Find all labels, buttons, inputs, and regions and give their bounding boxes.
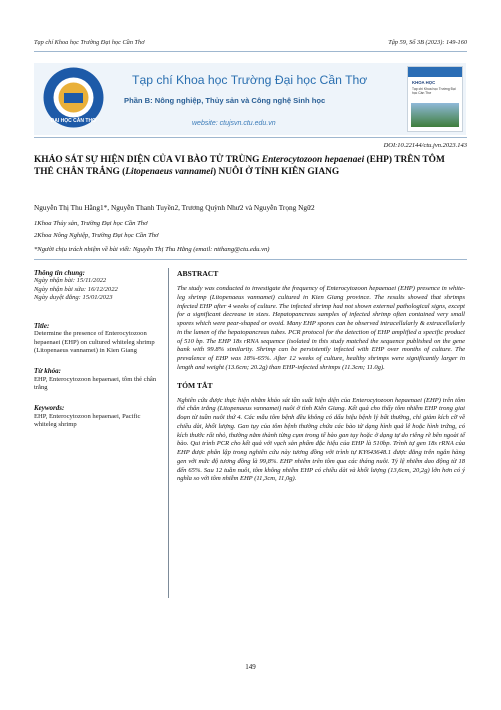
- journal-title: Tạp chí Khoa học Trường Đại học Cần Thơ: [132, 73, 368, 87]
- journal-cover-thumbnail: [407, 66, 463, 132]
- article-title: KHẢO SÁT SỰ HIỆN DIỆN CỦA VI BÀO TỬ TRÙNG Enterocytozoon hepaenaei (EHP) TRÊN TÔM THẺ CHÂN TRẮNG (Litopenaeus vannamei) NUÔI Ở TỈNH KIÊN GIANG: [34, 155, 445, 177]
- vietnamese-keywords-text: EHP, Enterocytozoon hepaenaei, tôm thẻ chân trắng: [34, 375, 157, 391]
- abstract-column: [177, 269, 465, 484]
- banner-rule: [34, 137, 467, 138]
- english-keywords-block: [34, 404, 158, 429]
- affiliation-1: 1Khoa Thủy sản, Trường Đại học Cần Thơ: [34, 220, 148, 227]
- abstract-text: The study was conducted to investigate the frequency of Enterocytozoon hepaenaei (EHP) presence in white-leg shrimp (Litopenaeus vannamei) cultured in Kien Giang province. The results showed that shrimps infected EHP after 4 weeks of culture. The infected shrimp had not shown external pathological signs, except for a significant decrease in sizes. Hepatopancreas samples of infected shrimp often contained very small spores which were pear-shaped or ovoid. Many EHP spores can be observed intracellularly & extracellularly in the lumen of the hepatopancreas tubes. PCR protocol for the detection of EHP amplified a specific product of 510 bp. The EHP 18s rRNA sequence (isolated in this study matched the sequence published on the gene bank with 99.8% similarity. Shrimp can be persistently infected with EHP over months of culture. The prevalence of EHP was 18%-65%. After 12 weeks of culture, healthy shrimps were significantly larger in length and weight (13.6cm; 20.2g) than EHP-infected shrimps (11.3cm; 11.0g).: [177, 285, 465, 371]
- english-keywords-text: EHP, Enterocytozoon hepaenaei, Pacific whiteleg shrimp: [34, 412, 141, 428]
- author-list: Nguyễn Thị Thu Hằng1*, Nguyễn Thanh Tuyền2, Trương Quỳnh Như2 và Nguyễn Trọng Ngữ2: [34, 203, 315, 212]
- article-dates: [34, 269, 158, 302]
- vietnamese-keywords-block: [34, 367, 158, 392]
- authors-rule: [34, 259, 467, 260]
- english-title-heading: Title:: [34, 322, 50, 331]
- cover-text: Tạp chí Khoa học Trường Đại học Cần Thơ: [412, 87, 456, 95]
- summary-text: Nghiên cứu được thực hiện nhằm khảo sát tần suất hiện diện của Enterocytozoon hepaenaei (EHP) trên tôm thẻ chân trắng (Litopenaeus vannamei) nuôi ở tỉnh Kiên Giang. Kết quả cho thấy tôm nhiễm EHP trong giai đoạn từ tuần nuôi thứ 4. Các mẫu tôm bệnh đều không có dấu hiệu bệnh lý bất thường, chỉ giảm kích cỡ về chiều dài, khối lượng. Gan tụy của tôm bệnh thường chứa các bào tử dạng hình quả lê hoặc hình trứng, có kích thước rất nhỏ, thường nằm thành từng cụm trong tế bào gan tụy hoặc ở dạng tự do riêng rẽ bên ngoài tế bào. Qui trình PCR cho kết quả với vạch sản phẩm đặc hiệu của EHP là 510bp. Trình tự gen 18s rRNA của EHP được phân lập trong nghiên cứu này tương đồng với trình tự KY643648.1 được đăng trên ngân hàng gen với mức độ tương đồng là 99,8%. EHP nhiễm trên tôm qua các tháng nuôi. Tỷ lệ nhiễm dao động từ 18 đến 65%. Sau 12 tuần nuôi, tôm không nhiễm EHP có chiều dài và khối lượng (13,6cm, 20,2g) lớn hơn có ý nghĩa so với tôm nhiễm EHP (11,3cm, 11,0g).: [177, 396, 465, 483]
- doi: DOI:10.22144/ctu.jvn.2023.143: [383, 142, 467, 149]
- journal-subtitle: Phần B: Nông nghiệp, Thủy sản và Công nghệ Sinh học: [124, 96, 326, 105]
- page-number: 149: [245, 663, 256, 671]
- university-logo: [42, 66, 105, 129]
- abstract-heading: ABSTRACT: [177, 269, 219, 278]
- received-date: Ngày nhận bài: 15/11/2022: [34, 277, 107, 285]
- article-info-sidebar: [34, 269, 158, 429]
- logo-text: ĐẠI HỌC CẦN THƠ: [50, 118, 97, 124]
- revised-date: Ngày nhận bài sửa: 16/12/2022: [34, 285, 118, 293]
- header-rule: [34, 51, 467, 52]
- cover-image: [411, 103, 459, 127]
- english-title-block: [34, 322, 158, 355]
- english-keywords-heading: Keywords:: [34, 404, 65, 413]
- english-title-text: Determine the presence of Enterocytozoon hepaenaei (EHP) on cultured whiteleg shrimp (Litopenaeus vannamei) in Kien Giang: [34, 330, 155, 355]
- journal-website: website: ctujsvn.ctu.edu.vn: [192, 120, 276, 127]
- column-divider: [168, 268, 169, 598]
- affiliation-2: 2Khoa Nông Nghiệp, Trường Đại học Cần Thơ: [34, 232, 159, 239]
- cover-title: KHOA HỌC: [412, 80, 436, 85]
- accepted-date: Ngày duyệt đăng: 15/01/2023: [34, 293, 113, 301]
- vietnamese-keywords-heading: Từ khóa:: [34, 367, 61, 376]
- summary-heading: TÓM TẮT: [177, 380, 213, 390]
- article-info-heading: Thông tin chung:: [34, 269, 85, 277]
- running-header-journal: Tạp chí Khoa học Trường Đại học Cần Thơ: [34, 39, 145, 46]
- corresponding-author: *Người chịu trách nhiệm về bài viết: Nguyễn Thị Thu Hằng (email: ntthang@ctu.edu.vn): [34, 246, 270, 253]
- running-header-volume: Tập 59, Số 3B (2023): 149-160: [388, 39, 467, 46]
